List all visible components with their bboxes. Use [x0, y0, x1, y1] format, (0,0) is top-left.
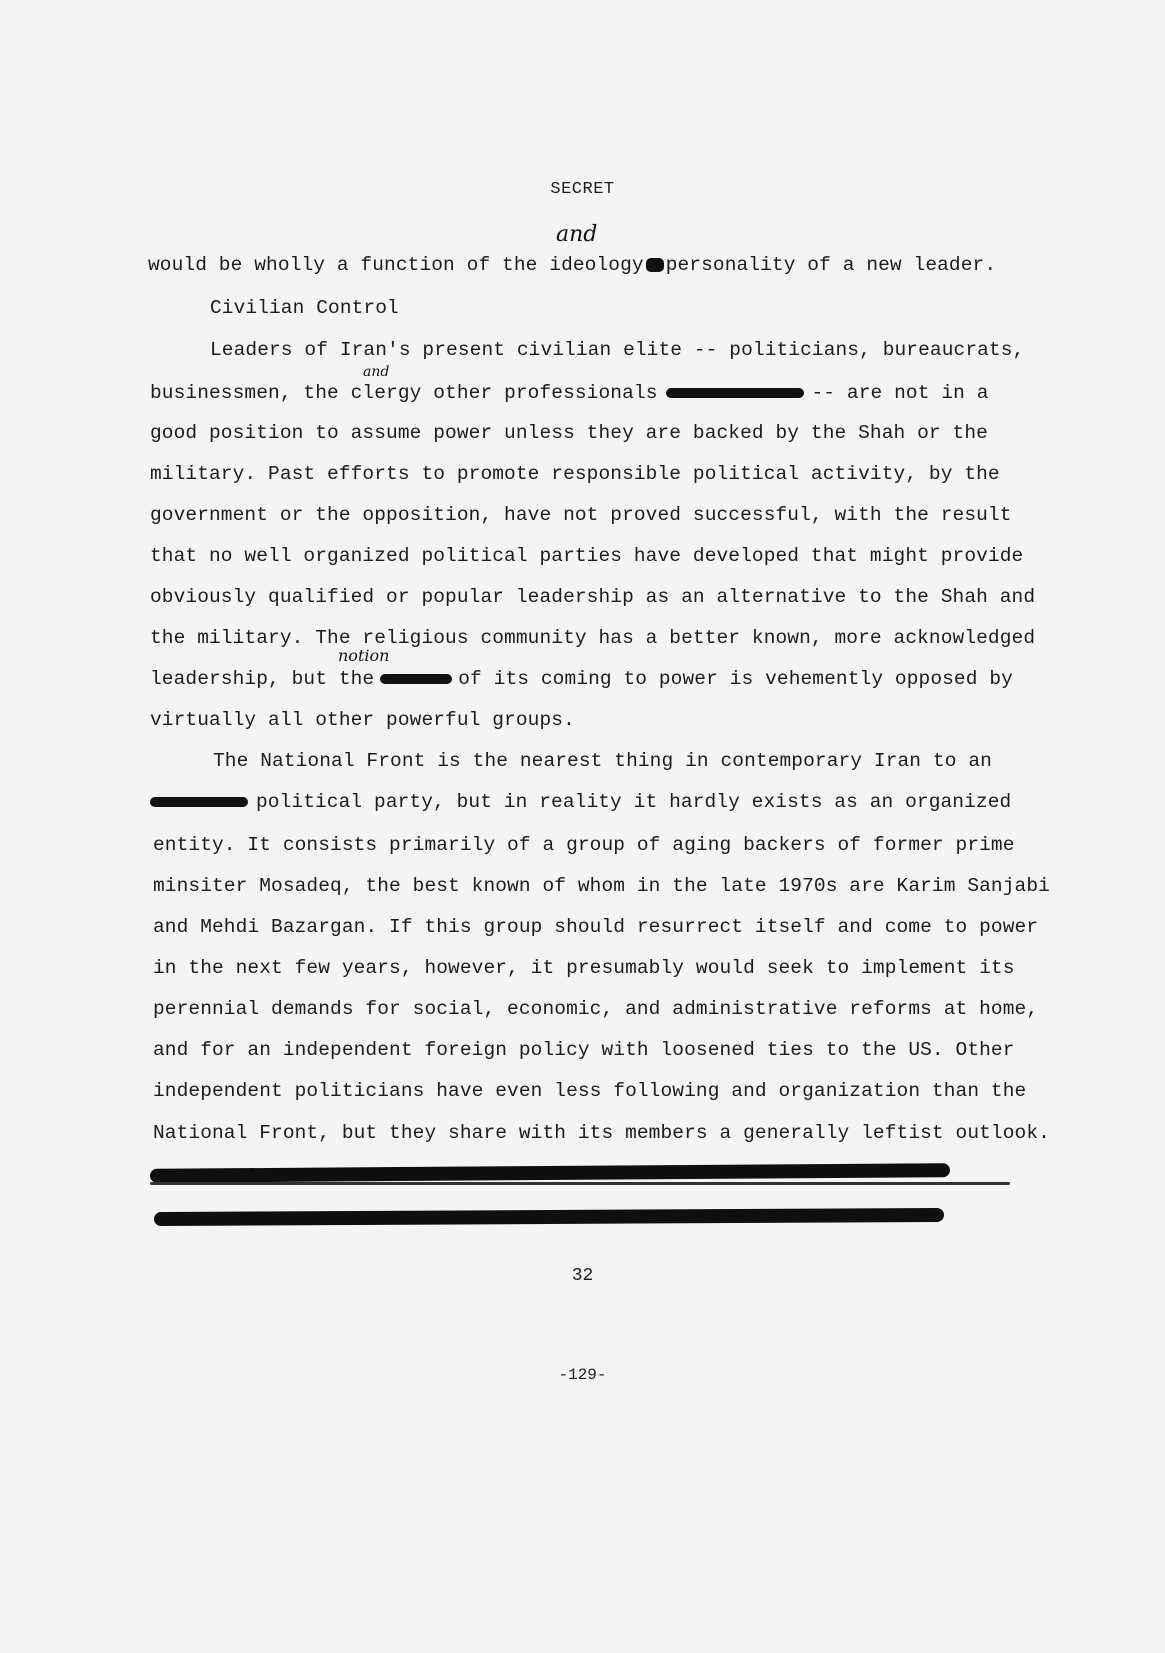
- para1-line2-middle: other professionals: [421, 382, 658, 404]
- redacted-passage: [150, 1160, 1030, 1250]
- para2-line-10: National Front, but they share with its members a generally leftist outlook.: [153, 1122, 1050, 1144]
- para1-line-3: good position to assume power unless they are backed by the Shah or the: [150, 422, 988, 444]
- para2-line-3: entity. It consists primarily of a group of aging backers of former prime: [153, 834, 1015, 856]
- redaction-stroke: [150, 1163, 950, 1183]
- para1-line-4: military. Past efforts to promote responsible political activity, by the: [150, 463, 1000, 485]
- para2-line-7: perennial demands for social, economic, and administrative reforms at home,: [153, 998, 1039, 1020]
- redaction-stroke: [150, 1182, 1010, 1185]
- para1-line-1: Leaders of Iran's present civilian elite -- politicians, bureaucrats,: [210, 339, 1025, 361]
- para1-line2-before: businessmen, the clergy: [150, 382, 422, 404]
- redaction-bar: [380, 674, 452, 684]
- para2-line-8: and for an independent foreign policy with loosened ties to the US. Other: [153, 1039, 1015, 1061]
- line-top-after: personality of a new leader.: [665, 254, 997, 276]
- para1-line2-after: -- are not in a: [811, 382, 989, 404]
- para1-line-7: obviously qualified or popular leadership as an alternative to the Shah and: [150, 586, 1036, 608]
- para2-line-4: minsiter Mosadeq, the best known of whom in the late 1970s are Karim Sanjabi: [153, 875, 1050, 897]
- page-number: 32: [571, 1266, 594, 1286]
- para1-line-5: government or the opposition, have not proved successful, with the result: [150, 504, 1012, 526]
- handwritten-insert-and-2: and: [363, 364, 390, 380]
- para1-line-9: [150, 668, 1013, 690]
- para1-line-8: the military. The religious community has a better known, more acknowledged: [150, 627, 1036, 649]
- strikeout-mark: [646, 258, 664, 272]
- para2-line-5: and Mehdi Bazargan. If this group should resurrect itself and come to power: [153, 916, 1039, 938]
- para2-line-1: The National Front is the nearest thing in contemporary Iran to an: [213, 750, 992, 772]
- para1-line9-after: of its coming to power is vehemently opposed by: [458, 668, 1013, 690]
- handwritten-insert-notion: notion: [338, 646, 390, 665]
- section-heading: Civilian Control: [210, 297, 399, 319]
- line-top-before: would be wholly a function of the ideology: [148, 254, 644, 276]
- para1-line9-before: leadership, but the: [150, 668, 375, 690]
- body-line-top: [148, 254, 996, 276]
- redaction-bar: [150, 797, 248, 807]
- para1-line-10: virtually all other powerful groups.: [150, 709, 575, 731]
- para2-line-6: in the next few years, however, it presumably would seek to implement its: [153, 957, 1015, 979]
- para2-line-2: [150, 791, 1011, 813]
- handwritten-insert-and: and: [556, 222, 598, 247]
- para1-line-6: that no well organized political parties have developed that might provide: [150, 545, 1024, 567]
- document-page-number: -129-: [558, 1366, 607, 1384]
- classification-marking: SECRET: [550, 180, 615, 199]
- para2-line2-after: political party, but in reality it hardly exists as an organized: [256, 791, 1012, 813]
- para2-line-9: independent politicians have even less following and organization than the: [153, 1080, 1027, 1102]
- para1-line-2: [150, 382, 989, 404]
- redaction-bar: [666, 388, 804, 398]
- redaction-stroke: [154, 1208, 944, 1226]
